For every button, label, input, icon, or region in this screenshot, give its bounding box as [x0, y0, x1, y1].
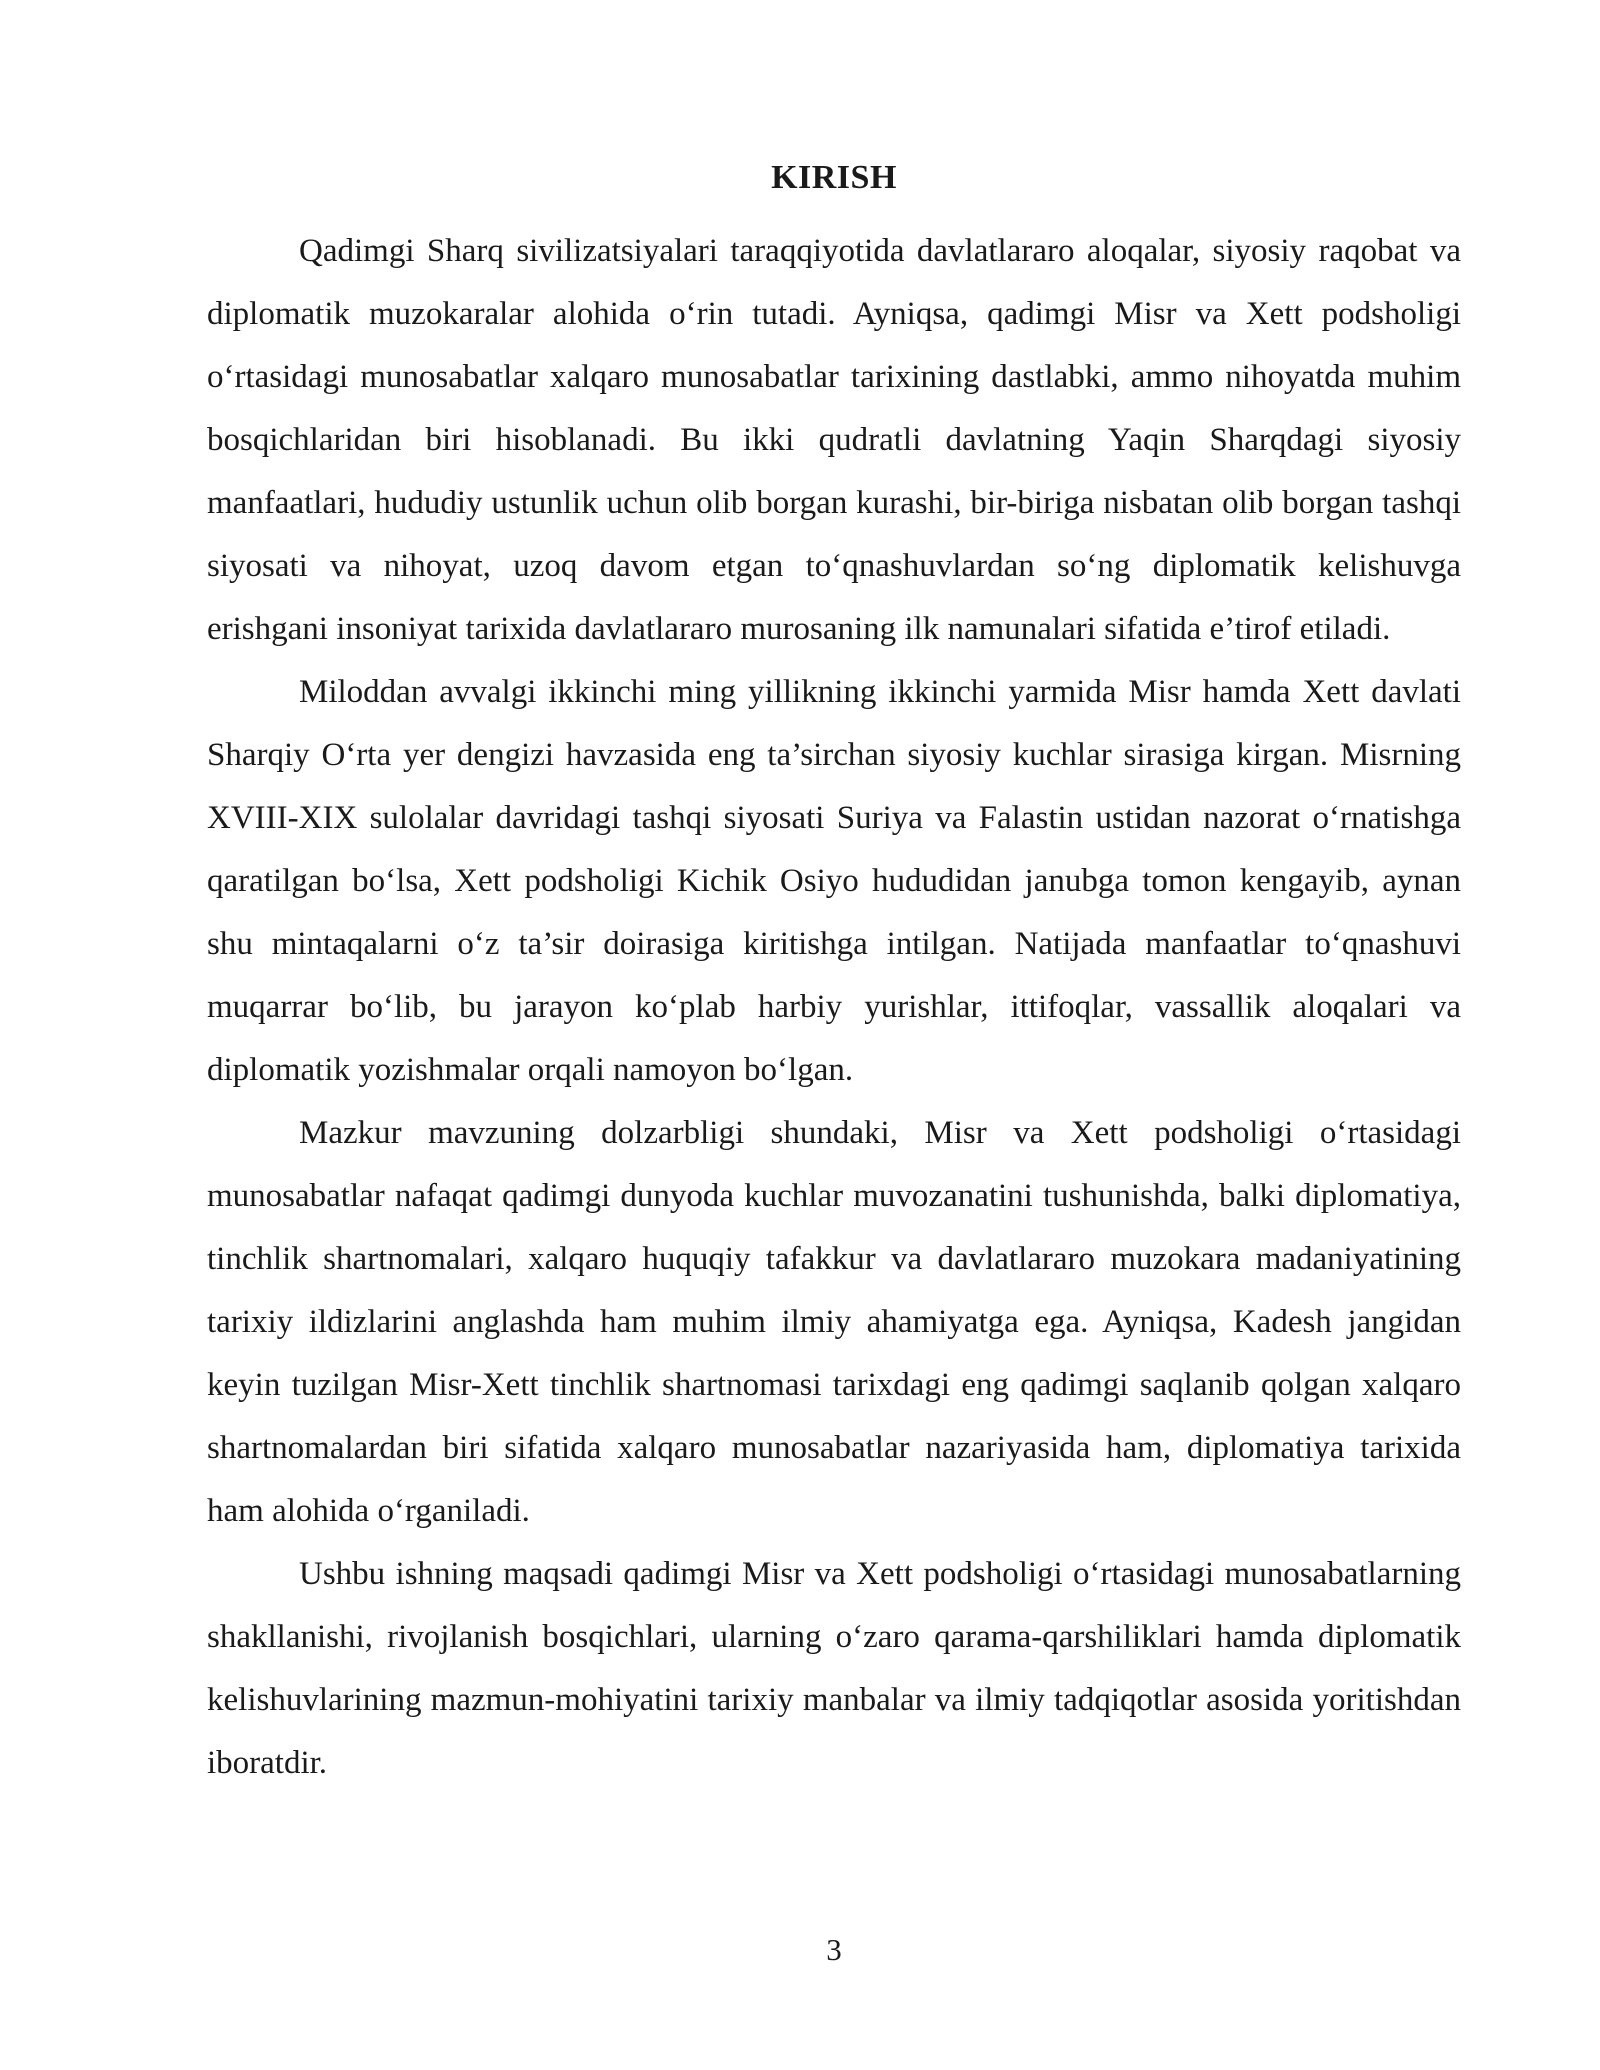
body-text [207, 220, 1461, 1795]
paragraph-2: Miloddan avvalgi ikkinchi ming yillikning ikkinchi yarmida Misr hamda Xett davlati Sharqiy O‘rta yer dengizi havzasida eng ta’sirchan siyosiy kuchlar sirasiga kirgan. Misrning XVIII-XIX sulolalar davridagi tashqi siyosati Suriya va Falastin ustidan nazorat o‘rnatishga qaratilgan bo‘lsa, Xett podsholigi Kichik Osiyo hududidan janubga tomon kengayib, aynan shu mintaqalarni o‘z ta’sir doirasiga kiritishga intilgan. Natijada manfaatlar to‘qnashuvi muqarrar bo‘lib, bu jarayon ko‘plab harbiy yurishlar, ittifoqlar, vassallik aloqalari va diplomatik yozishmalar orqali namoyon bo‘lgan. [207, 674, 1461, 1088]
page-number: 3 [826, 1932, 842, 1967]
paragraph-1: Qadimgi Sharq sivilizatsiyalari taraqqiyotida davlatlararo aloqalar, siyosiy raqobat va diplomatik muzokaralar alohida o‘rin tutadi. Ayniqsa, qadimgi Misr va Xett podsholigi o‘rtasidagi munosabatlar xalqaro munosabatlar tarixining dastlabki, ammo nihoyatda muhim bosqichlaridan biri hisoblanadi. Bu ikki qudratli davlatning Yaqin Sharqdagi siyosiy manfaatlari, hududiy ustunlik uchun olib borgan kurashi, bir-biriga nisbatan olib borgan tashqi siyosati va nihoyat, uzoq davom etgan to‘qnashuvlardan so‘ng diplomatik kelishuvga erishgani insoniyat tarixida davlatlararo murosaning ilk namunalari sifatida e’tirof etiladi. [207, 233, 1461, 647]
paragraph-4: Ushbu ishning maqsadi qadimgi Misr va Xett podsholigi o‘rtasidagi munosabatlarning shakllanishi, rivojlanish bosqichlari, ularning o‘zaro qarama-qarshiliklari hamda diplomatik kelishuvlarining mazmun-mohiyatini tarixiy manbalar va ilmiy tadqiqotlar asosida yoritishdan iboratdir. [207, 1556, 1461, 1781]
paragraph-3: Mazkur mavzuning dolzarbligi shundaki, Misr va Xett podsholigi o‘rtasidagi munosabatlar nafaqat qadimgi dunyoda kuchlar muvozanatini tushunishda, balki diplomatiya, tinchlik shartnomalari, xalqaro huquqiy tafakkur va davlatlararo muzokara madaniyatining tarixiy ildizlarini anglashda ham muhim ilmiy ahamiyatga ega. Ayniqsa, Kadesh jangidan keyin tuzilgan Misr-Xett tinchlik shartnomasi tarixdagi eng qadimgi saqlanib qolgan xalqaro shartnomalardan biri sifatida xalqaro munosabatlar nazariyasida ham, diplomatiya tarixida ham alohida o‘rganiladi. [207, 1115, 1461, 1529]
page-title: KIRISH [771, 159, 897, 196]
